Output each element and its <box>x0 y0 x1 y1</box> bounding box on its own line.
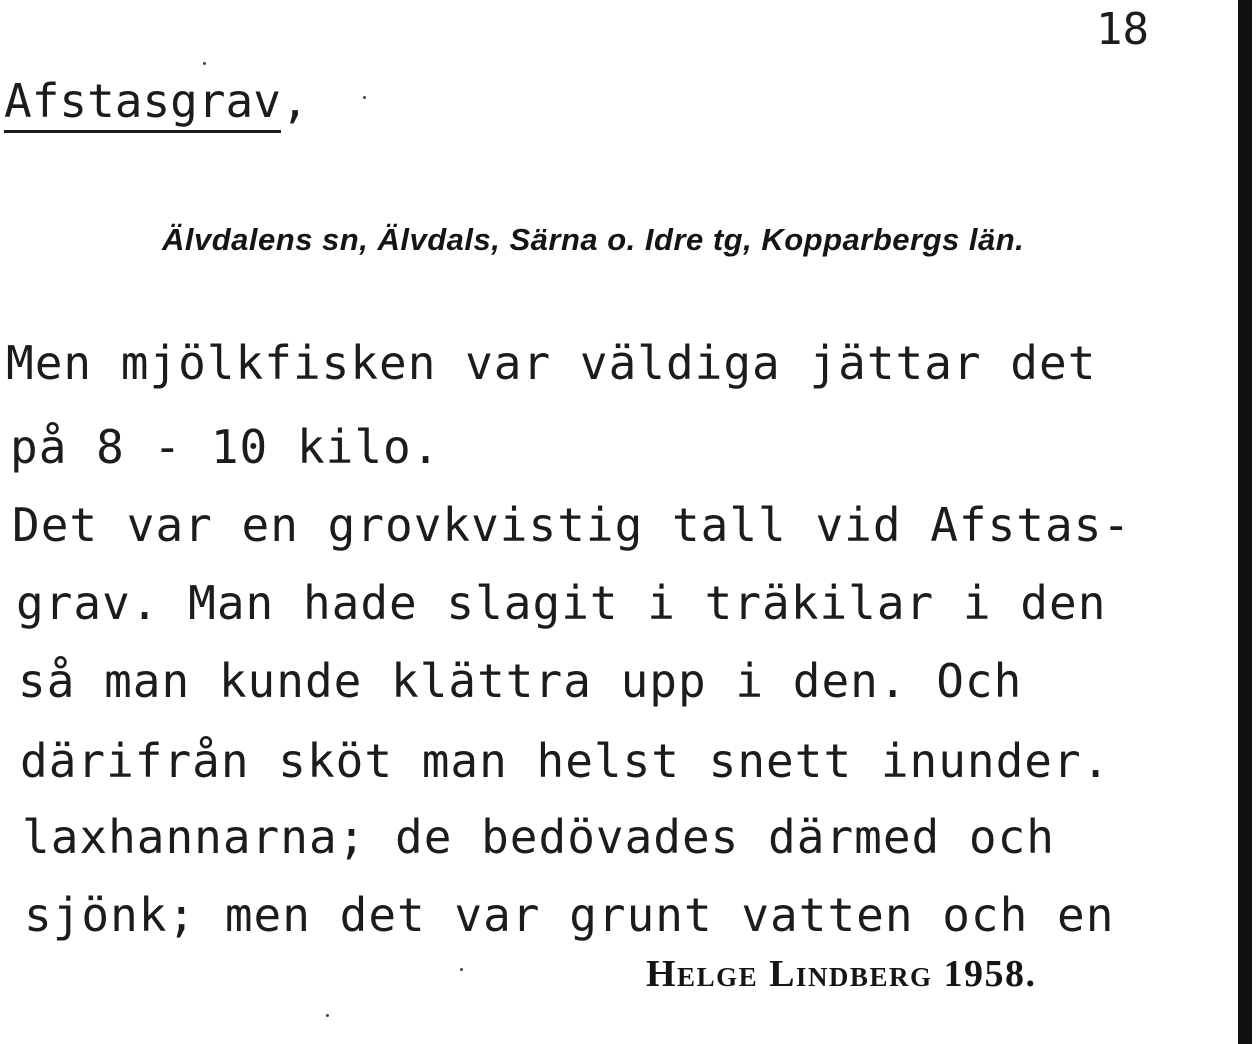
body-line-4: grav. Man hade slagit i träkilar i den <box>16 576 1107 630</box>
page-title <box>4 74 309 128</box>
page-number: 18 <box>1096 4 1149 55</box>
page-title-text: Afstasgrav <box>4 74 281 133</box>
body-line-3: Det var en grovkvistig tall vid Afstas- <box>12 498 1132 552</box>
location-line: Älvdalens sn, Älvdals, Särna o. Idre tg, Kopparbergs län. <box>162 222 1025 257</box>
card-edge-border <box>1238 0 1252 1044</box>
dust-speck <box>460 968 463 971</box>
body-line-7: laxhannarna; de bedövades därmed och <box>22 810 1055 864</box>
page-title-punct: , <box>280 74 309 128</box>
dust-speck <box>203 62 206 65</box>
body-line-6: därifrån sköt man helst snett inunder. <box>20 734 1111 788</box>
body-line-1: Men mjölkfisken var väldiga jättar det <box>6 336 1097 390</box>
signature: Helge Lindberg 1958. <box>646 953 1037 995</box>
dust-speck <box>363 96 366 99</box>
body-line-5: så man kunde klättra upp i den. Och <box>18 654 1023 708</box>
body-line-8: sjönk; men det var grunt vatten och en <box>24 888 1115 942</box>
dust-speck <box>326 1014 329 1017</box>
body-line-2: på 8 - 10 kilo. <box>10 420 441 474</box>
